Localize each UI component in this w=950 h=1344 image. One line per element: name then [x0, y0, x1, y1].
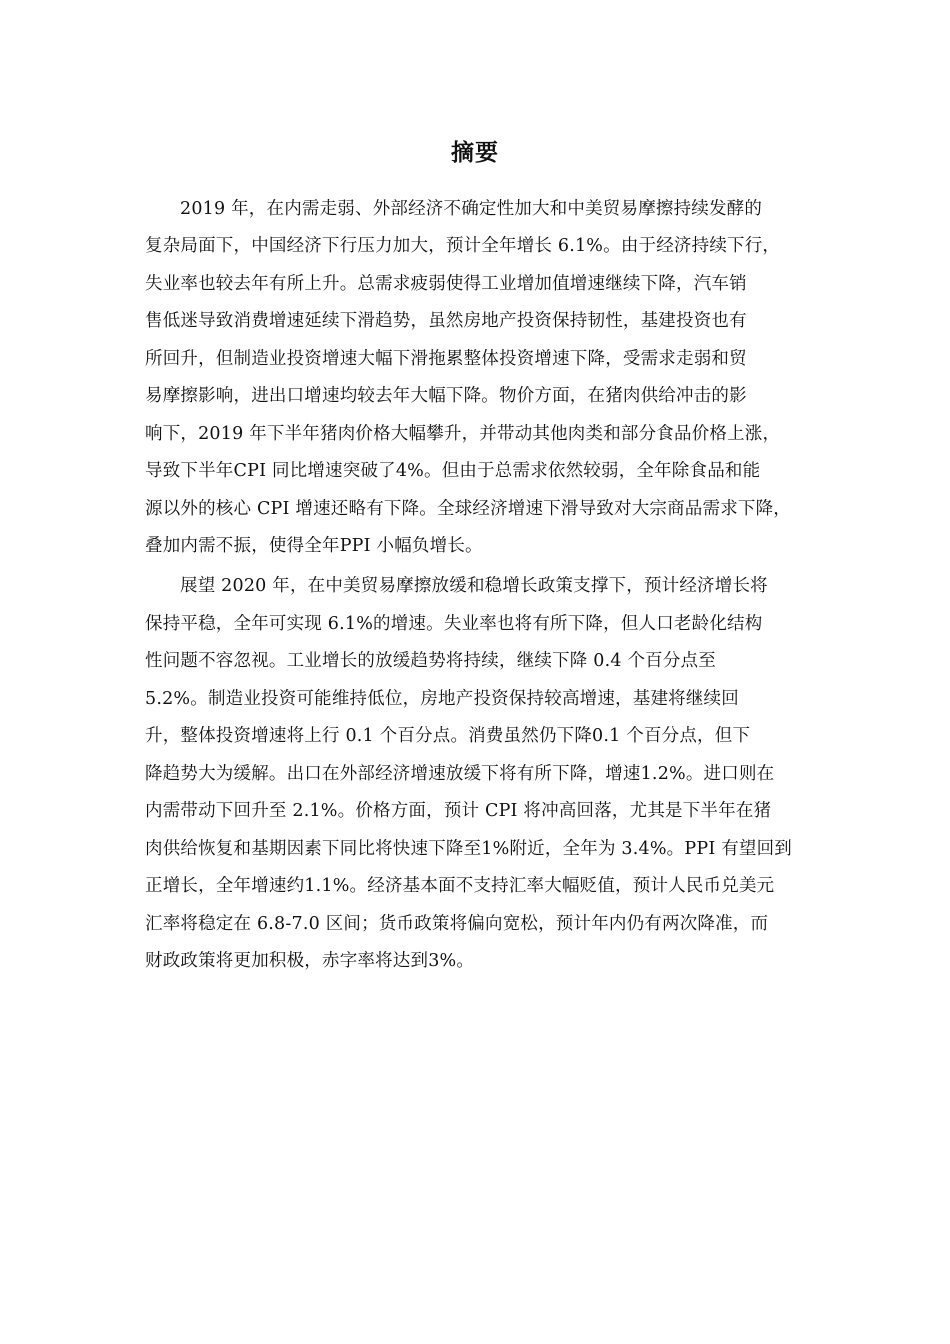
paragraph-2-line-8: 肉供给恢复和基期因素下同比将快速下降至1%附近，全年为 3.4%。PPI 有望回到	[145, 839, 793, 859]
paragraph-1-line-9: 源以外的核心 CPI 增速还略有下降。全球经济增速下滑导致对大宗商品需求下降，	[145, 499, 792, 519]
paragraph-1-line-6: 易摩擦影响，进出口增速均较去年大幅下降。物价方面，在猪肉供给冲击的影	[145, 386, 747, 406]
paragraph-2-line-1: 展望 2020 年，在中美贸易摩擦放缓和稳增长政策支撑下，预计经济增长将	[180, 576, 768, 596]
paragraph-1-line-2: 复杂局面下，中国经济下行压力加大，预计全年增长 6.1%。由于经济持续下行，	[145, 236, 781, 256]
paragraph-2-line-9: 正增长，全年增速约1.1%。经济基本面不支持汇率大幅贬值，预计人民币兑美元	[145, 876, 775, 896]
paragraph-1-line-8: 导致下半年CPI 同比增速突破了4%。但由于总需求依然较弱，全年除食品和能	[145, 461, 761, 481]
paragraph-1-line-3: 失业率也较去年有所上升。总需求疲弱使得工业增加值增速继续下降，汽车销	[145, 274, 747, 294]
paragraph-2-line-2: 保持平稳，全年可实现 6.1%的增速。失业率也将有所下降，但人口老龄化结构	[145, 614, 763, 634]
paragraph-2-line-11: 财政政策将更加积极，赤字率将达到3%。	[145, 951, 475, 971]
paragraph-2-line-3: 性问题不容忽视。工业增长的放缓趋势将持续，继续下降 0.4 个百分点至	[145, 651, 716, 671]
paragraph-1-line-4: 售低迷导致消费增速延续下滑趋势，虽然房地产投资保持韧性，基建投资也有	[145, 311, 747, 331]
paragraph-2-line-4: 5.2%。制造业投资可能维持低位，房地产投资保持较高增速，基建将继续回	[145, 689, 739, 709]
paragraph-1-line-10: 叠加内需不振，使得全年PPI 小幅负增长。	[145, 536, 483, 556]
paragraph-1-line-1: 2019 年，在内需走弱、外部经济不确定性加大和中美贸易摩擦持续发酵的	[180, 199, 763, 219]
paragraph-2-line-5: 升，整体投资增速将上行 0.1 个百分点。消费虽然仍下降0.1 个百分点，但下	[145, 726, 751, 746]
paragraph-2-line-7: 内需带动下回升至 2.1%。价格方面，预计 CPI 将冲高回落，尤其是下半年在猪	[145, 801, 772, 821]
paragraph-2-line-6: 降趋势大为缓解。出口在外部经济增速放缓下将有所下降，增速1.2%。进口则在	[145, 764, 775, 784]
page-title: 摘要	[451, 140, 499, 166]
paragraph-2-line-10: 汇率将稳定在 6.8-7.0 区间；货币政策将偏向宽松，预计年内仍有两次降准，而	[145, 914, 769, 934]
paragraph-1-line-5: 所回升，但制造业投资增速大幅下滑拖累整体投资增速下降，受需求走弱和贸	[145, 349, 747, 369]
paragraph-1-line-7: 响下，2019 年下半年猪肉价格大幅攀升，并带动其他肉类和部分食品价格上涨，	[145, 424, 781, 444]
